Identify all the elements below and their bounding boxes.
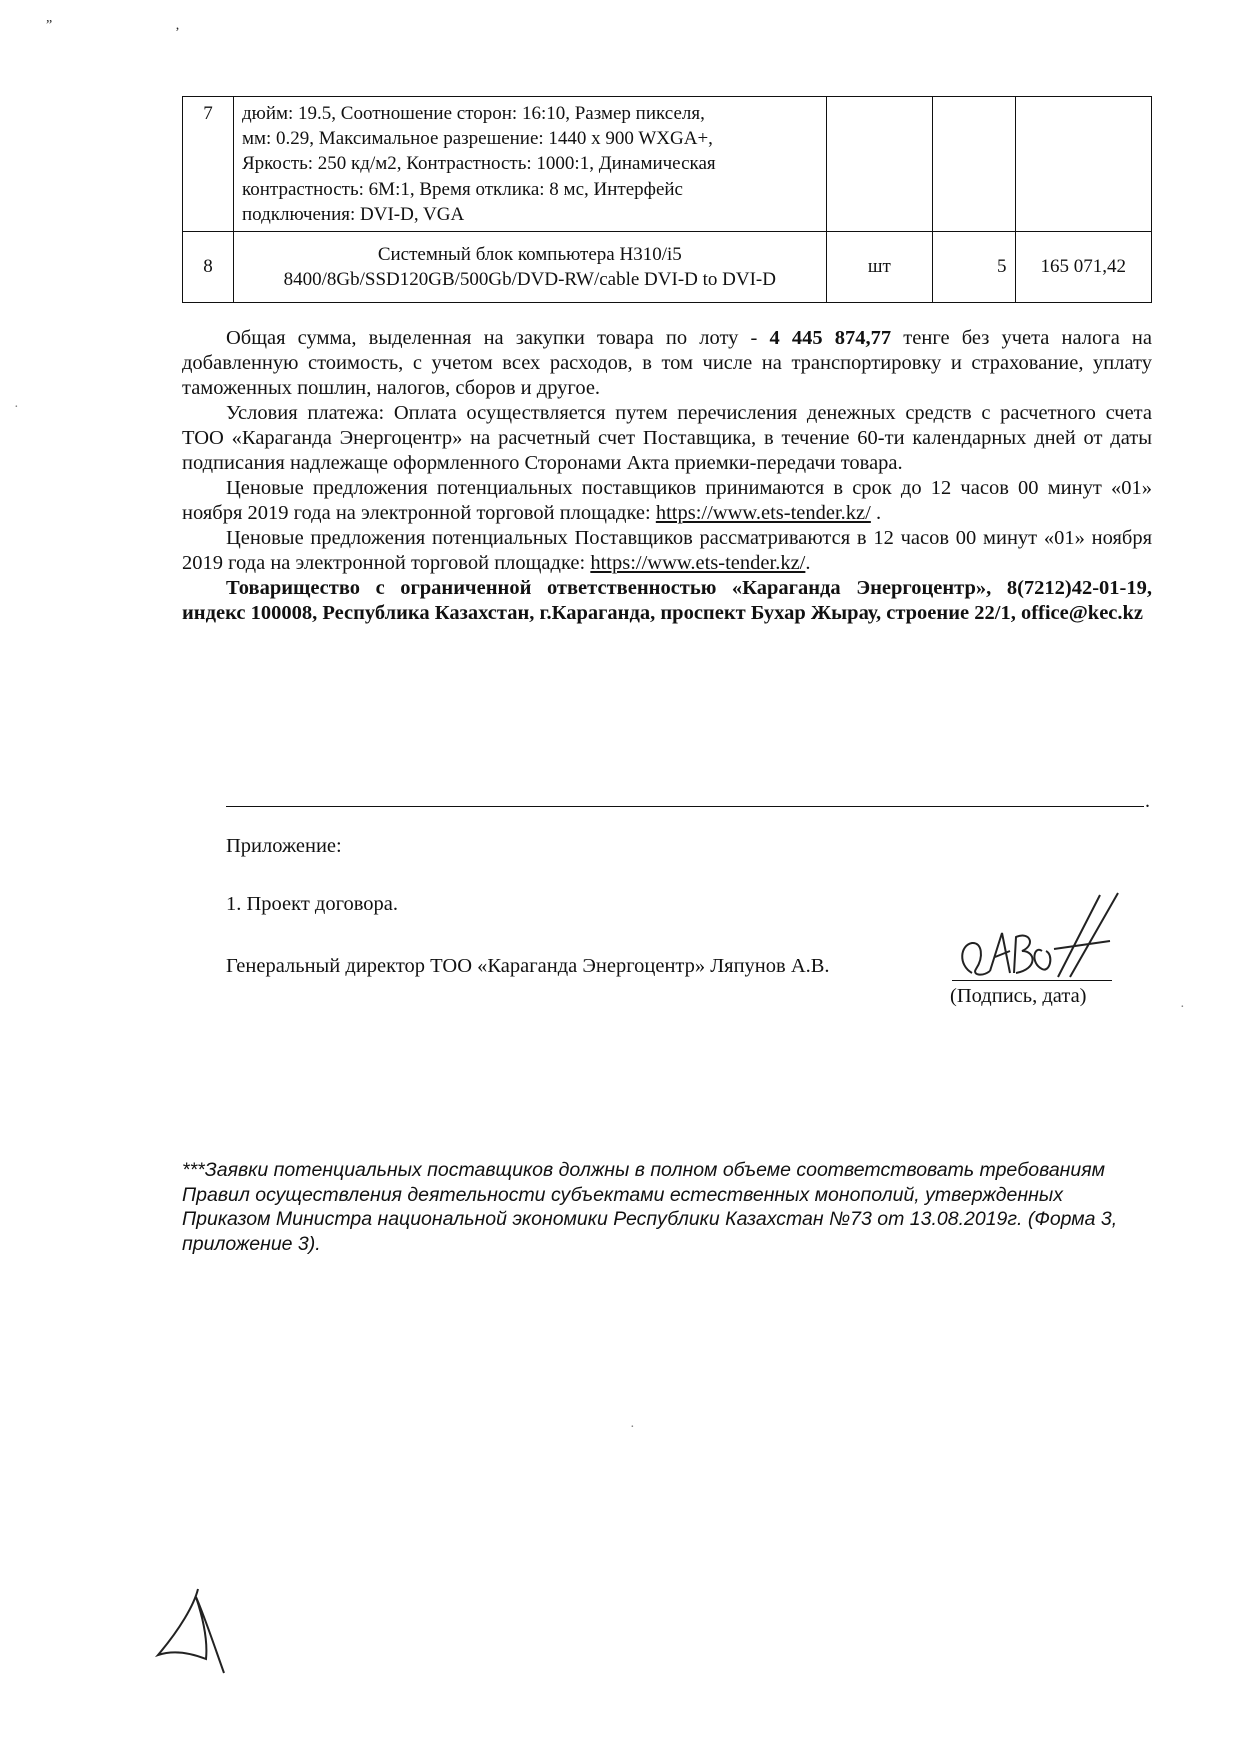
total-paragraph: Общая сумма, выделенная на закупки товара по лоту - 4 445 874,77 тенге без учета налога на добавленную стоимость, с учетом всех расходов, в том числе на транспортировку и страхование, уплату таможенных пошлин, налогов, сборов и другое.	[182, 327, 1152, 399]
ets-tender-link[interactable]: https://www.ets-tender.kz/	[655, 502, 871, 524]
signature-caption: (Подпись, дата)	[950, 985, 1087, 1007]
row-price: 165 071,42	[1015, 232, 1152, 303]
row-quantity	[933, 97, 1015, 232]
signer-line: Генеральный директор ТОО «Караганда Энергоцентр» Ляпунов А.В.	[226, 955, 830, 977]
separator-dot: .	[1145, 790, 1150, 812]
main-text	[182, 326, 1152, 626]
company-paragraph: Товарищество с ограниченной ответственностью «Караганда Энергоцентр», 8(7212)42-01-19, индекс 100008, Республика Казахстан, г.Караганда, проспект Бухар Жырау, строение 22/1, office@kec.kz	[182, 577, 1152, 624]
row-number: 7	[183, 97, 234, 232]
total-amount: 4 445 874,77	[769, 327, 892, 349]
description-line: контрастность: 6M:1, Время отклика: 8 мс, Интерфейс	[241, 178, 683, 200]
row-unit: шт	[826, 232, 933, 303]
handwritten-signature	[950, 885, 1140, 990]
description-line: 8400/8Gb/SSD120GB/500Gb/DVD-RW/cable DVI-D to DVI-D	[283, 269, 776, 290]
row-description	[233, 97, 826, 232]
deadline-paragraph: Ценовые предложения потенциальных поставщиков принимаются в срок до 12 часов 00 минут «01» ноября 2019 года на электронной торговой площадке: https://www.ets-tender.kz/ .	[182, 477, 1152, 524]
ets-tender-link[interactable]: https://www.ets-tender.kz/	[590, 552, 806, 574]
scan-marks: ” ,	[46, 18, 240, 33]
row-quantity: 5	[933, 232, 1015, 303]
description-line: Яркость: 250 кд/м2, Контрастность: 1000:1, Динамическая	[241, 153, 716, 175]
table-row	[183, 97, 1152, 232]
separator-line	[226, 806, 1144, 807]
scan-speck: ·	[1180, 1000, 1185, 1015]
description-line: дюйм: 19.5, Соотношение сторон: 16:10, Размер пикселя,	[241, 103, 705, 125]
appendix-heading: Приложение:	[226, 835, 342, 857]
footnote: ***Заявки потенциальных поставщиков должны в полном объеме соответствовать требованиям Правил осуществления деятельности субъектами естественных монополий, утвержденных Приказом Министра национальной экономики Республики Казахстан №73 от 13.08.2019г. (Форма 3, приложение 3).	[182, 1159, 1118, 1255]
scan-speck: ·	[14, 400, 19, 415]
description-line: подключения: DVI-D, VGA	[241, 203, 465, 225]
row-price	[1015, 97, 1152, 232]
row-description	[233, 232, 826, 303]
review-paragraph: Ценовые предложения потенциальных Поставщиков рассматриваются в 12 часов 00 минут «01» ноября 2019 года на электронной торговой площадке: https://www.ets-tender.kz/.	[182, 527, 1152, 574]
handwritten-mark	[150, 1585, 240, 1675]
appendix-item: 1. Проект договора.	[226, 893, 399, 915]
row-unit	[826, 97, 933, 232]
row-number: 8	[183, 232, 234, 303]
scan-speck: ·	[630, 1420, 635, 1435]
items-table	[182, 96, 1152, 303]
description-line: мм: 0.29, Максимальное разрешение: 1440 x 900 WXGA+,	[241, 128, 713, 150]
description-line: Системный блок компьютера H310/i5	[377, 243, 682, 265]
payment-paragraph: Условия платежа: Оплата осуществляется путем перечисления денежных средств с расчетного счета ТОО «Караганда Энергоцентр» на расчетный счет Поставщика, в течение 60-ти календарных дней от даты подписания надлежаще оформленного Сторонами Акта приемки-передачи товара.	[182, 402, 1152, 474]
table-row	[183, 232, 1152, 303]
